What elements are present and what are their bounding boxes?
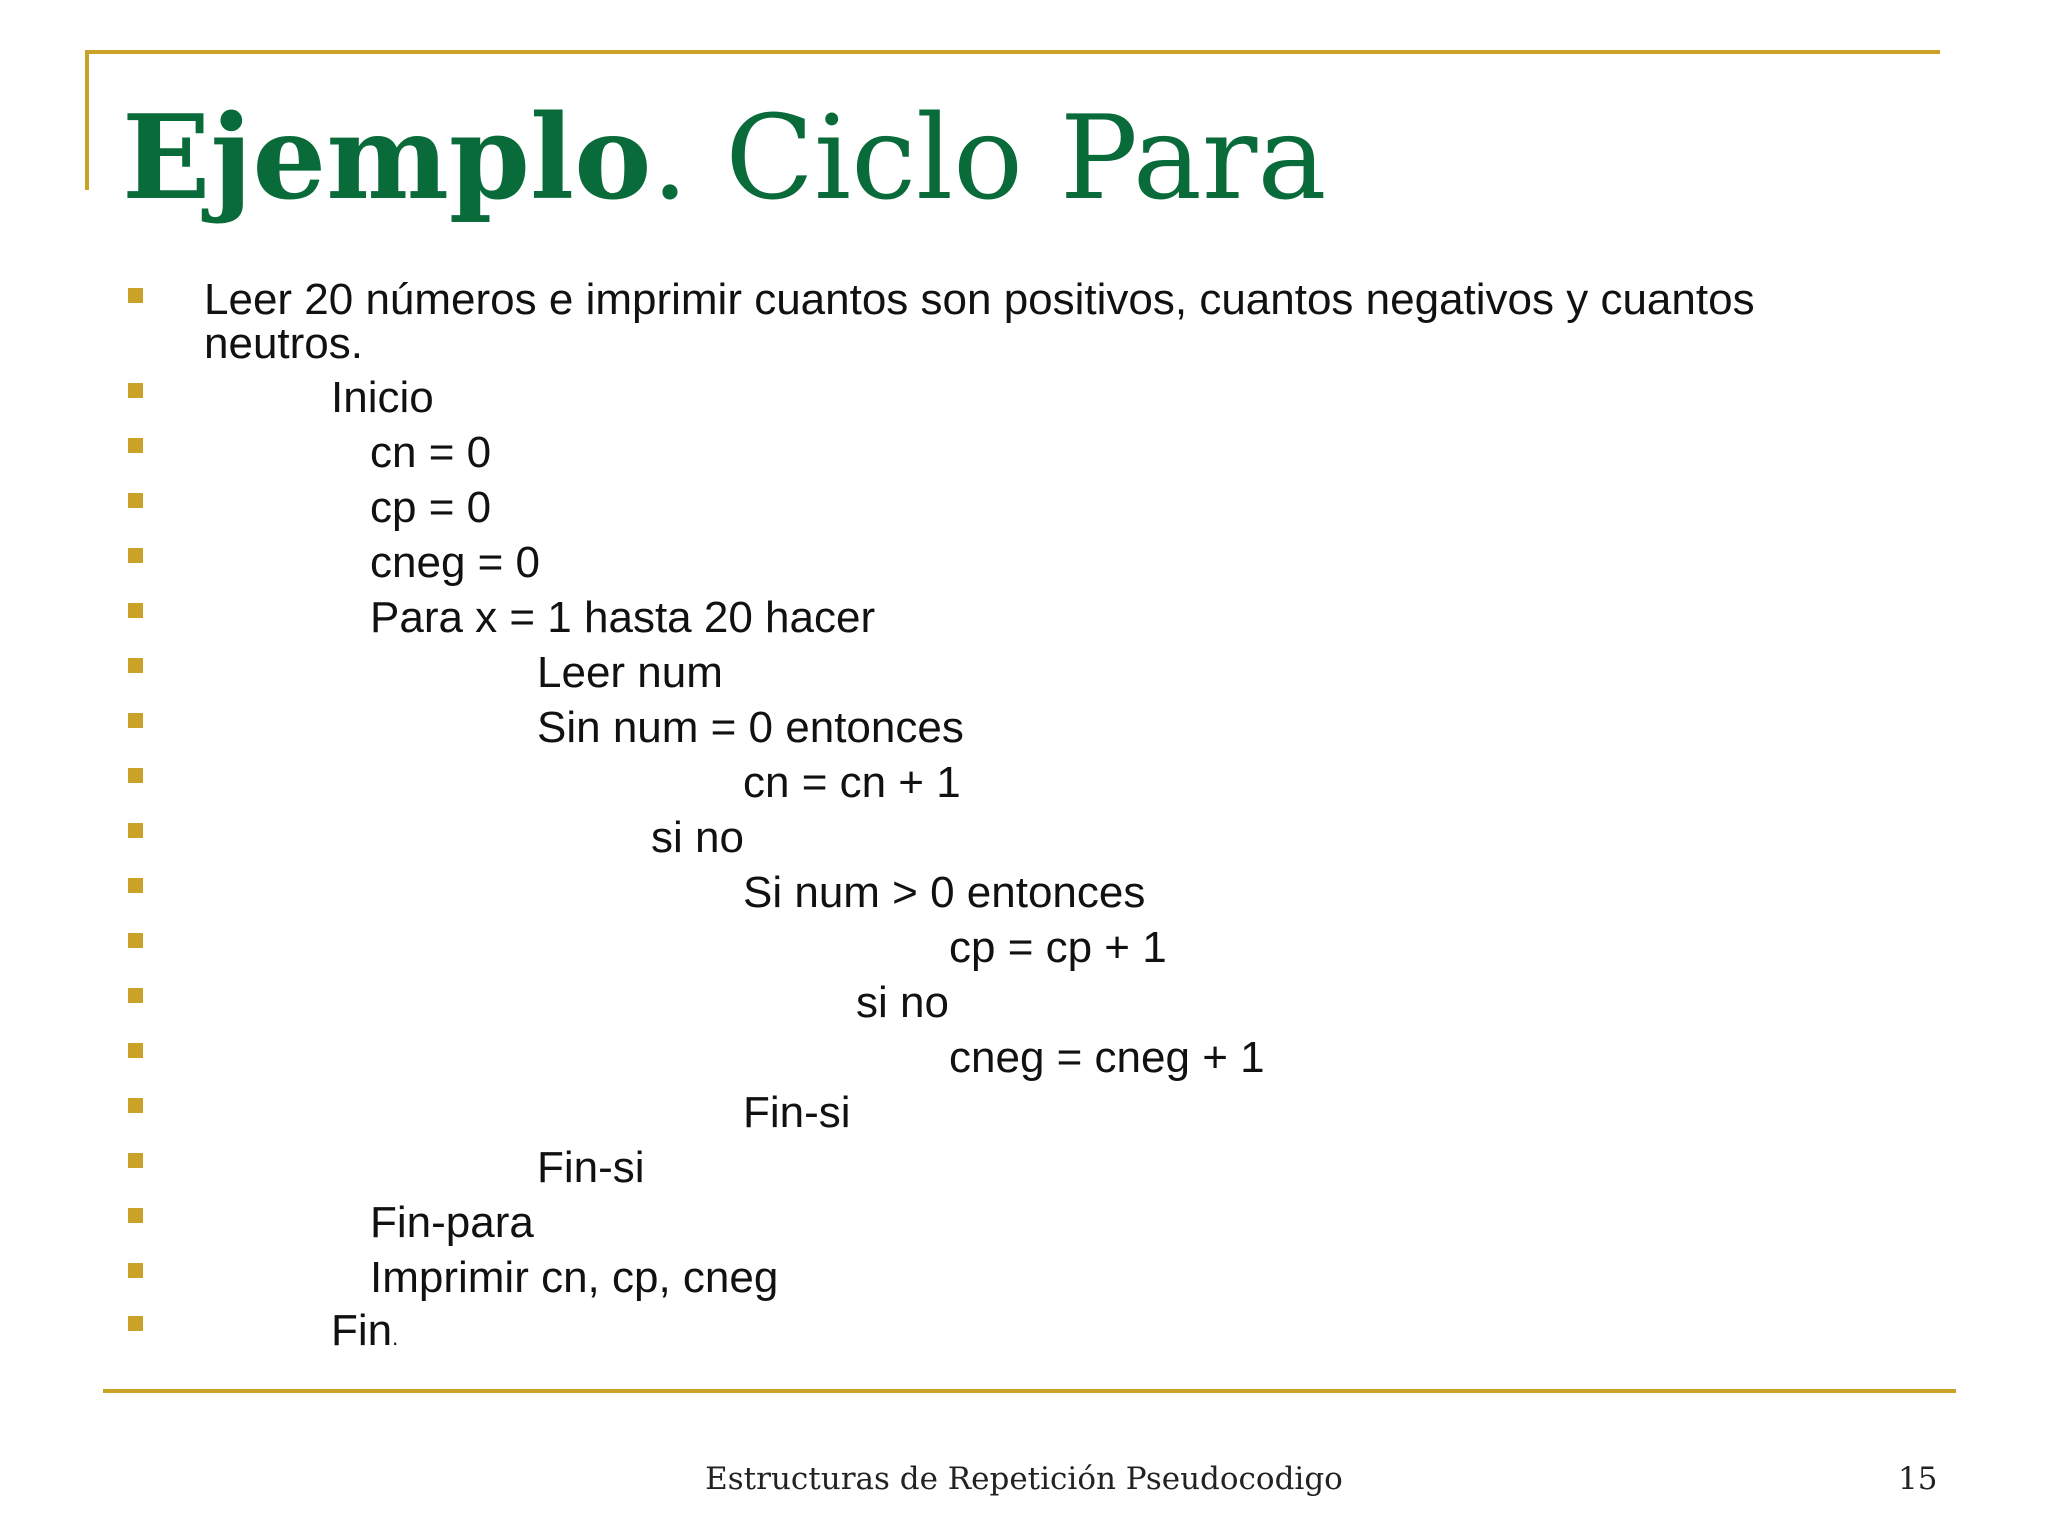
code-line: Leer num	[537, 648, 723, 697]
bullet-icon	[128, 823, 143, 838]
bullet-icon	[128, 383, 143, 398]
bullet-icon	[128, 933, 143, 948]
code-line: Fin-si	[743, 1088, 851, 1137]
code-line: cneg = 0	[370, 538, 541, 587]
bullet-icon	[128, 548, 143, 563]
bullet-icon	[128, 493, 143, 508]
bullet-icon	[128, 658, 143, 673]
bullet-icon	[128, 1263, 143, 1278]
code-line: si no	[856, 978, 949, 1027]
code-line: Fin-para	[370, 1198, 534, 1247]
bullet-icon	[128, 1043, 143, 1058]
fin-dot: .	[392, 1325, 399, 1350]
page-number: 15	[1898, 1461, 1938, 1497]
code-line: Fin-si	[537, 1143, 645, 1192]
bullet-icon	[128, 878, 143, 893]
bottom-border	[103, 1389, 1956, 1393]
title-bold: Ejemplo	[122, 90, 652, 226]
code-line: Si num > 0 entonces	[743, 868, 1146, 917]
bullet-icon	[128, 1153, 143, 1168]
intro-text: Leer 20 números e imprimir cuantos son positivos, cuantos negativos y cuantos neutros.	[204, 275, 1755, 368]
code-line-fin	[331, 1306, 399, 1360]
code-line: Sin num = 0 entonces	[537, 703, 964, 752]
bullet-icon	[128, 988, 143, 1003]
code-line: Inicio	[331, 373, 434, 422]
bullet-icon	[128, 603, 143, 618]
title-rest: . Ciclo Para	[651, 91, 1327, 226]
fin-text: Fin	[331, 1306, 393, 1355]
bullet-icon	[128, 1098, 143, 1113]
code-line: cneg = cneg + 1	[949, 1033, 1265, 1082]
bullet-icon	[128, 288, 143, 303]
code-line: Imprimir cn, cp, cneg	[370, 1253, 779, 1302]
slide-footer: Estructuras de Repetición Pseudocodigo	[705, 1461, 1343, 1497]
bullet-icon	[128, 1316, 143, 1331]
code-line: Para x = 1 hasta 20 hacer	[370, 593, 876, 642]
code-line: si no	[651, 813, 744, 862]
bullet-icon	[128, 1208, 143, 1223]
bullet-icon	[128, 768, 143, 783]
code-line: cp = cp + 1	[949, 923, 1167, 972]
code-line: cp = 0	[370, 483, 492, 532]
bullet-icon	[128, 713, 143, 728]
bullet-icon	[128, 438, 143, 453]
code-line: cn = cn + 1	[743, 758, 961, 807]
code-line: cn = 0	[370, 428, 492, 477]
